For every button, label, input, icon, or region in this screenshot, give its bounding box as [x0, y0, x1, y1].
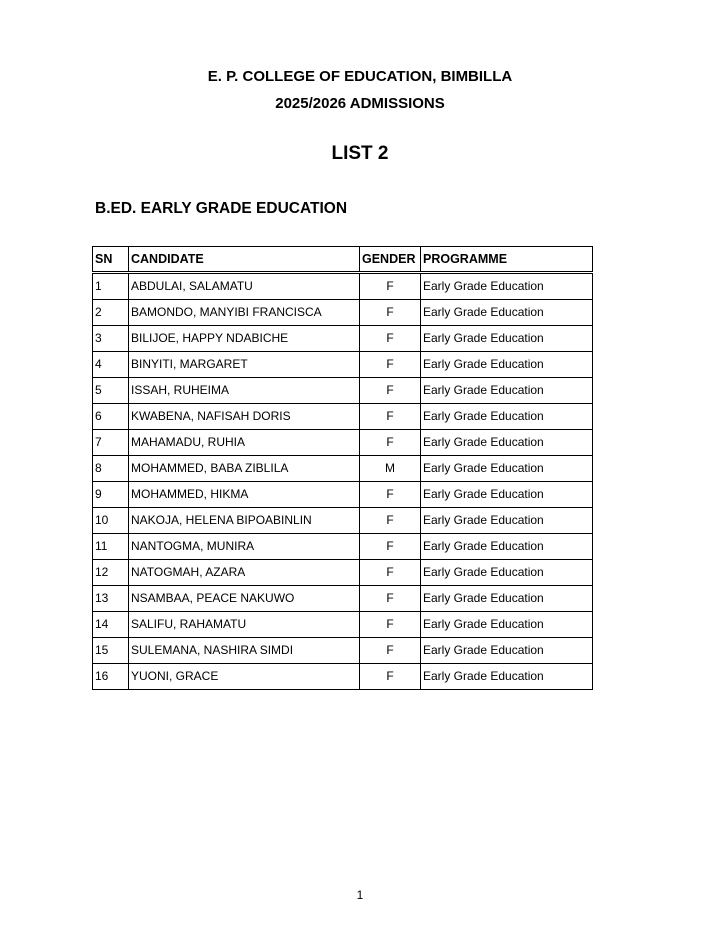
college-name: E. P. COLLEGE OF EDUCATION, BIMBILLA [207, 68, 513, 85]
cell-candidate: KWABENA, NAFISAH DORIS [129, 404, 360, 430]
cell-programme: Early Grade Education [421, 273, 593, 300]
cell-gender: F [360, 508, 421, 534]
cell-gender: F [360, 612, 421, 638]
cell-sn: 1 [93, 273, 129, 300]
cell-gender: F [360, 560, 421, 586]
cell-gender: F [360, 326, 421, 352]
table-row [93, 482, 593, 508]
cell-programme: Early Grade Education [421, 508, 593, 534]
admissions-table [92, 246, 593, 690]
cell-sn: 7 [93, 430, 129, 456]
table-body [93, 273, 593, 690]
cell-gender: F [360, 534, 421, 560]
cell-sn: 14 [93, 612, 129, 638]
admissions-year: 2025/2026 ADMISSIONS [275, 95, 445, 112]
cell-gender: F [360, 378, 421, 404]
cell-sn: 10 [93, 508, 129, 534]
column-header-candidate: CANDIDATE [129, 247, 360, 273]
cell-programme: Early Grade Education [421, 378, 593, 404]
table-row [93, 586, 593, 612]
cell-candidate: NANTOGMA, MUNIRA [129, 534, 360, 560]
cell-candidate: YUONI, GRACE [129, 664, 360, 690]
cell-programme: Early Grade Education [421, 612, 593, 638]
cell-candidate: ISSAH, RUHEIMA [129, 378, 360, 404]
column-header-programme: PROGRAMME [421, 247, 593, 273]
cell-candidate: BAMONDO, MANYIBI FRANCISCA [129, 300, 360, 326]
table-row [93, 352, 593, 378]
cell-gender: F [360, 352, 421, 378]
column-header-gender: GENDER [360, 247, 421, 273]
cell-sn: 11 [93, 534, 129, 560]
table-row [93, 456, 593, 482]
programme-heading: B.ED. EARLY GRADE EDUCATION [95, 200, 348, 217]
table-row [93, 560, 593, 586]
cell-candidate: SULEMANA, NASHIRA SIMDI [129, 638, 360, 664]
cell-candidate: MOHAMMED, HIKMA [129, 482, 360, 508]
cell-sn: 4 [93, 352, 129, 378]
cell-candidate: NATOGMAH, AZARA [129, 560, 360, 586]
cell-sn: 5 [93, 378, 129, 404]
table-header-row [93, 247, 593, 273]
cell-sn: 9 [93, 482, 129, 508]
page-number: 1 [356, 888, 364, 902]
table-row [93, 300, 593, 326]
column-header-sn: SN [93, 247, 129, 273]
cell-programme: Early Grade Education [421, 482, 593, 508]
table-row [93, 638, 593, 664]
cell-gender: F [360, 273, 421, 300]
cell-sn: 12 [93, 560, 129, 586]
table-row [93, 326, 593, 352]
cell-gender: F [360, 404, 421, 430]
cell-programme: Early Grade Education [421, 664, 593, 690]
table-row [93, 273, 593, 300]
table-row [93, 664, 593, 690]
cell-sn: 15 [93, 638, 129, 664]
table-row [93, 430, 593, 456]
cell-sn: 13 [93, 586, 129, 612]
cell-gender: F [360, 664, 421, 690]
cell-gender: F [360, 482, 421, 508]
cell-gender: F [360, 300, 421, 326]
cell-programme: Early Grade Education [421, 300, 593, 326]
table-row [93, 534, 593, 560]
cell-candidate: NSAMBAA, PEACE NAKUWO [129, 586, 360, 612]
cell-programme: Early Grade Education [421, 404, 593, 430]
cell-sn: 6 [93, 404, 129, 430]
cell-programme: Early Grade Education [421, 560, 593, 586]
cell-programme: Early Grade Education [421, 638, 593, 664]
cell-programme: Early Grade Education [421, 586, 593, 612]
table-row [93, 378, 593, 404]
cell-programme: Early Grade Education [421, 534, 593, 560]
cell-gender: M [360, 456, 421, 482]
cell-programme: Early Grade Education [421, 352, 593, 378]
cell-candidate: BINYITI, MARGARET [129, 352, 360, 378]
table-row [93, 612, 593, 638]
list-title: LIST 2 [331, 143, 389, 164]
cell-candidate: NAKOJA, HELENA BIPOABINLIN [129, 508, 360, 534]
cell-gender: F [360, 430, 421, 456]
cell-candidate: BILIJOE, HAPPY NDABICHE [129, 326, 360, 352]
cell-candidate: ABDULAI, SALAMATU [129, 273, 360, 300]
cell-candidate: MOHAMMED, BABA ZIBLILA [129, 456, 360, 482]
cell-programme: Early Grade Education [421, 430, 593, 456]
table-row [93, 508, 593, 534]
cell-sn: 3 [93, 326, 129, 352]
cell-gender: F [360, 638, 421, 664]
cell-gender: F [360, 586, 421, 612]
cell-sn: 16 [93, 664, 129, 690]
cell-programme: Early Grade Education [421, 326, 593, 352]
cell-candidate: SALIFU, RAHAMATU [129, 612, 360, 638]
cell-sn: 2 [93, 300, 129, 326]
cell-sn: 8 [93, 456, 129, 482]
cell-programme: Early Grade Education [421, 456, 593, 482]
table-row [93, 404, 593, 430]
cell-candidate: MAHAMADU, RUHIA [129, 430, 360, 456]
